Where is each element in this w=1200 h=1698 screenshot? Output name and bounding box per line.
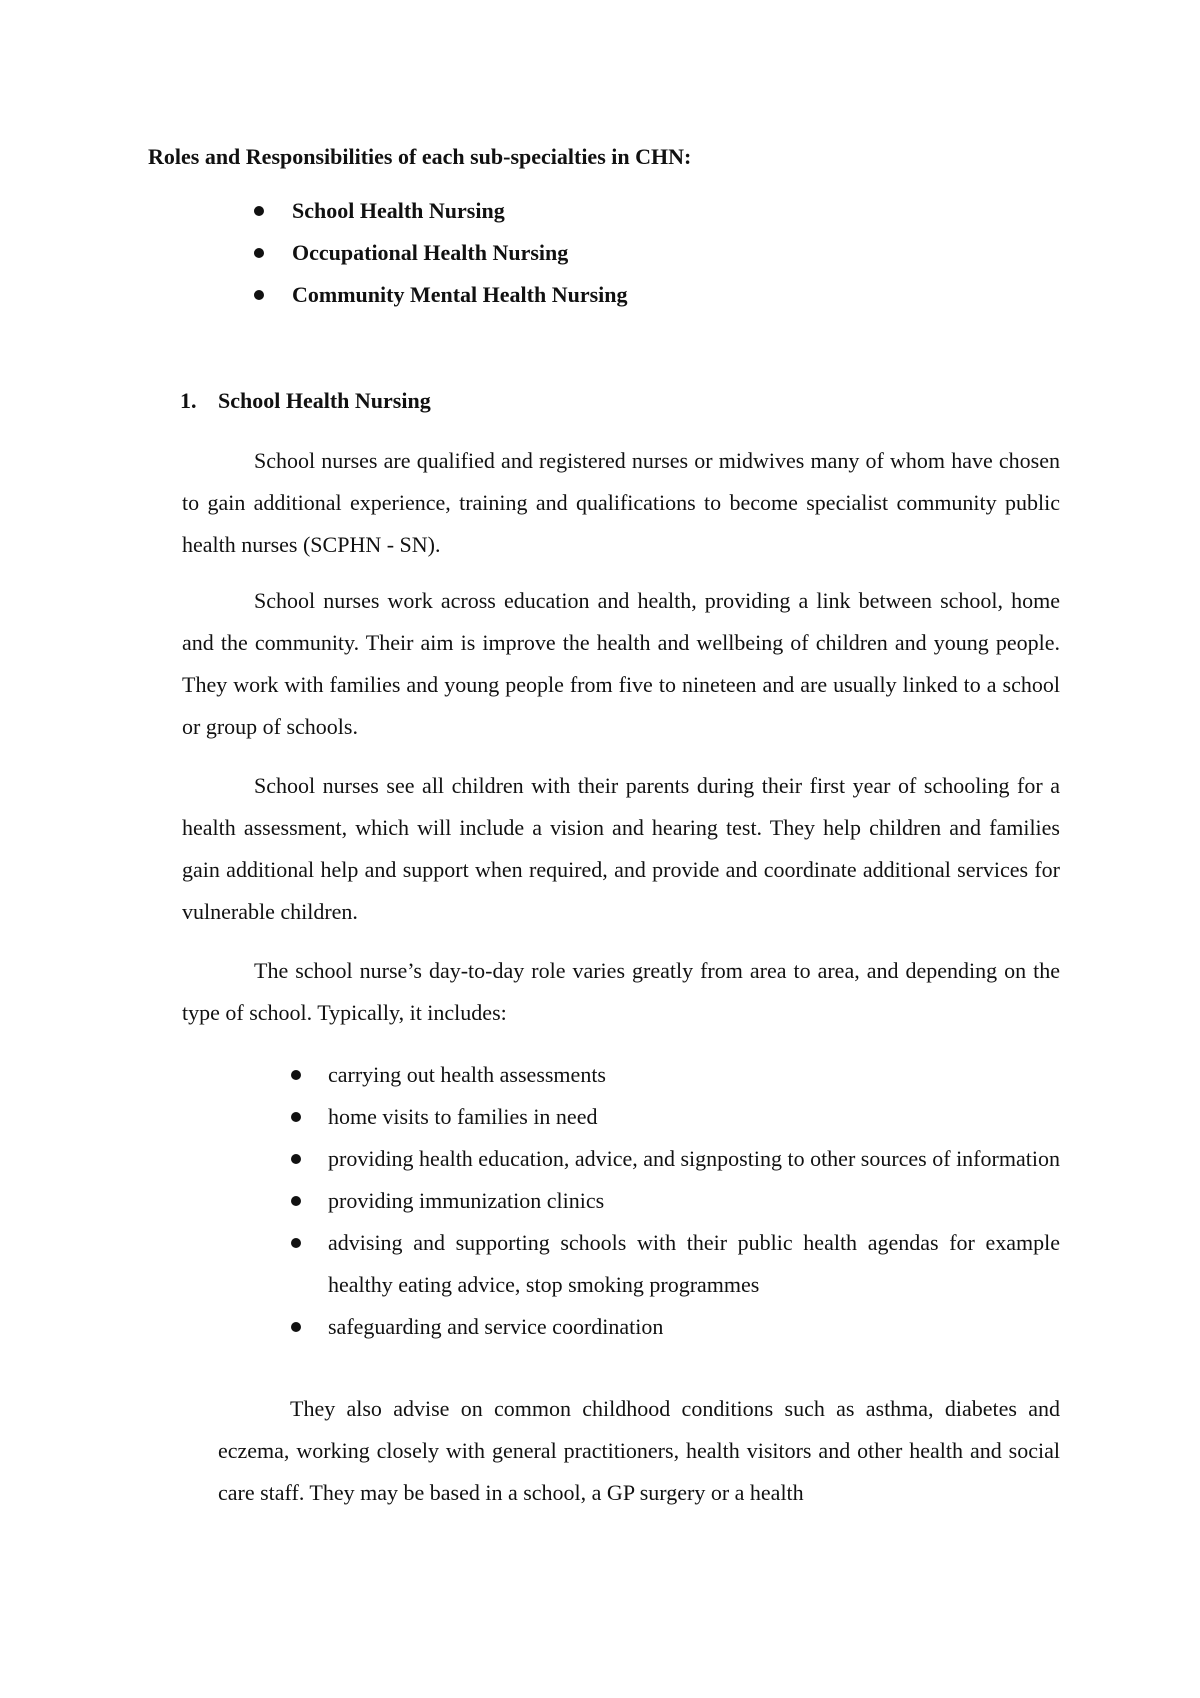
list-item-label: Community Mental Health Nursing [292,282,628,307]
bullet-icon [291,1196,301,1206]
section-heading [180,390,431,412]
list-item [0,1054,1200,1096]
list-item-text: home visits to families in need [328,1104,598,1129]
section-number: 1. [180,388,197,413]
paragraph: School nurses see all children with their parents during their first year of schooling for a health assessment, which will include a vision and hearing test. They help children and families gain additional help and support when required, and provide and coordinate additional services for vulnerable children. [182,773,1060,924]
list-item [0,1138,1200,1180]
bullet-icon [291,1112,301,1122]
list-item [0,1096,1200,1138]
paragraph: School nurses are qualified and registered nurses or midwives many of whom have chosen to gain additional experience, training and qualifications to become specialist community public health nurses (SCPHN - SN). [182,448,1060,557]
subspecialty-list [0,200,1200,326]
list-item [0,284,1200,326]
closing-paragraph: They also advise on common childhood conditions such as asthma, diabetes and eczema, working closely with general practitioners, health visitors and other health and social care staff. They may be based in a school, a GP surgery or a health [218,1396,1060,1505]
bullet-icon [254,206,264,216]
document-title: Roles and Responsibilities of each sub-specialties in CHN: [148,144,692,169]
list-item-text: providing health education, advice, and signposting to other sources of information [328,1146,1060,1171]
paragraph: The school nurse’s day-to-day role varies greatly from area to area, and depending on the type of school. Typically, it includes: [182,958,1060,1025]
bullet-icon [254,248,264,258]
bullet-icon [291,1154,301,1164]
list-item [0,1306,1200,1348]
paragraph: School nurses work across education and health, providing a link between school, home and the community. Their aim is improve the health and wellbeing of children and young people. They work with families and young people from five to nineteen and are usually linked to a school or group of schools. [182,588,1060,739]
list-item-text: advising and supporting schools with their public health agendas for example healthy eating advice, stop smoking programmes [328,1230,1060,1297]
bullet-icon [291,1238,301,1248]
bullet-icon [291,1070,301,1080]
list-item-text: safeguarding and service coordination [328,1314,664,1339]
list-item [0,1180,1200,1222]
list-item-label: School Health Nursing [292,198,505,223]
list-item-text: carrying out health assessments [328,1062,606,1087]
duties-list [0,1054,1200,1348]
list-item [0,200,1200,242]
list-item [0,242,1200,284]
bullet-icon [291,1322,301,1332]
section-title: School Health Nursing [218,388,431,413]
list-item-label: Occupational Health Nursing [292,240,569,265]
list-item [0,1222,1200,1306]
bullet-icon [254,290,264,300]
list-item-text: providing immunization clinics [328,1188,605,1213]
